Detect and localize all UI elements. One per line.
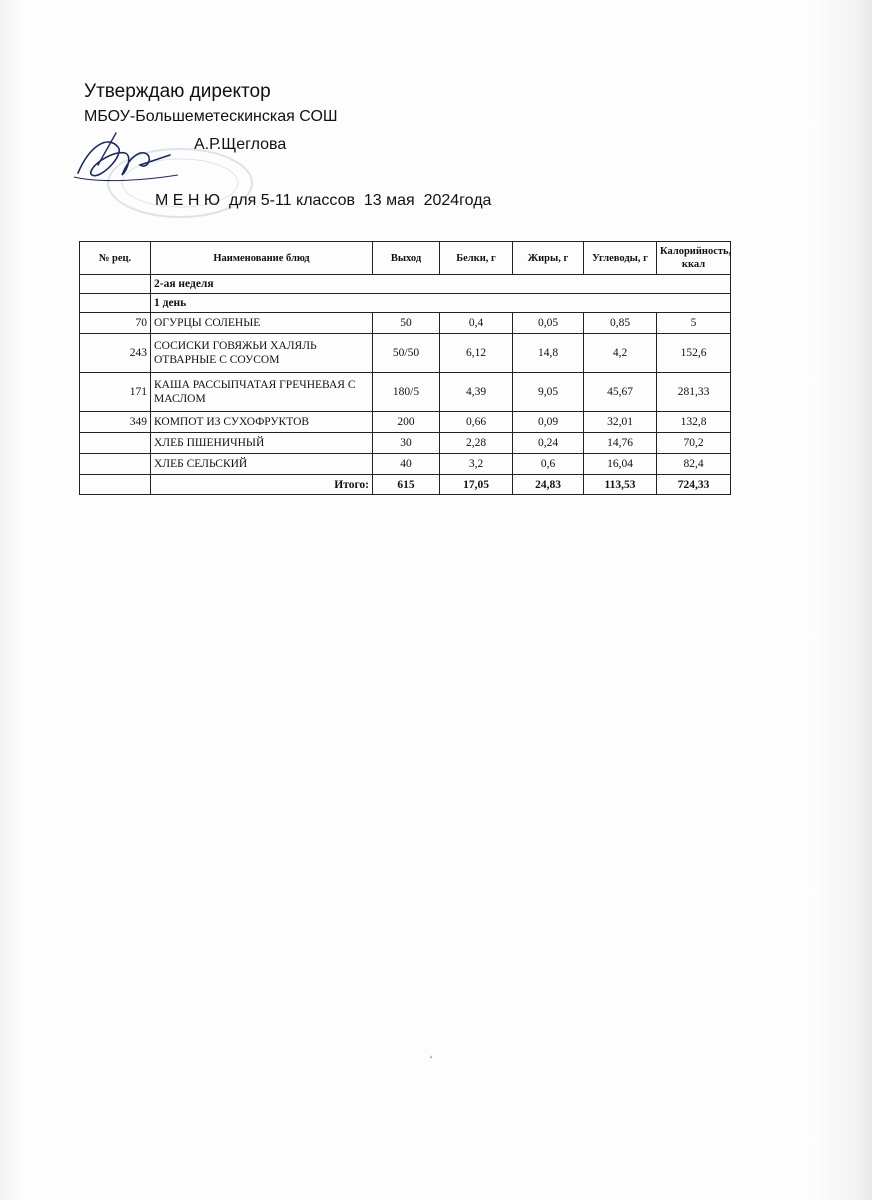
rec-number: 70	[80, 313, 151, 334]
dish-carbs: 16,04	[584, 454, 657, 475]
table-row	[80, 412, 731, 433]
dish-kcal: 152,6	[657, 334, 731, 373]
dish-kcal: 82,4	[657, 454, 731, 475]
dish-output: 30	[373, 433, 440, 454]
signer-line: А.Р.Щеглова	[194, 136, 287, 153]
menu-title: М Е Н Ю для 5-11 классов 13 мая 2024года	[155, 192, 492, 209]
total-fat: 24,83	[513, 475, 584, 495]
dish-carbs: 4,2	[584, 334, 657, 373]
dish-name: КАША РАССЫПЧАТАЯ ГРЕЧНЕВАЯ С МАСЛОМ	[151, 373, 373, 412]
table-row	[80, 433, 731, 454]
rec-number	[80, 454, 151, 475]
dish-protein: 3,2	[440, 454, 513, 475]
rec-number	[80, 433, 151, 454]
table-row	[80, 334, 731, 373]
col-header-fat: Жиры, г	[513, 242, 584, 275]
dish-fat: 0,6	[513, 454, 584, 475]
scan-edge-right	[812, 0, 872, 1200]
dish-kcal: 281,33	[657, 373, 731, 412]
dish-protein: 2,28	[440, 433, 513, 454]
rec-number: 171	[80, 373, 151, 412]
table-row	[80, 373, 731, 412]
col-header-rec: № рец.	[80, 242, 151, 275]
table-row	[80, 454, 731, 475]
school-line: МБОУ-Большеметескинская СОШ	[84, 108, 338, 125]
approve-line: Утверждаю директор	[84, 81, 271, 102]
dish-fat: 14,8	[513, 334, 584, 373]
total-row	[80, 475, 731, 495]
scan-speck: ʻ	[430, 1055, 433, 1066]
total-output: 615	[373, 475, 440, 495]
dish-fat: 9,05	[513, 373, 584, 412]
dish-protein: 0,66	[440, 412, 513, 433]
total-kcal: 724,33	[657, 475, 731, 495]
week-label: 2-ая неделя	[151, 275, 731, 294]
dish-kcal: 5	[657, 313, 731, 334]
dish-carbs: 45,67	[584, 373, 657, 412]
dish-name: СОСИСКИ ГОВЯЖЬИ ХАЛЯЛЬ ОТВАРНЫЕ С СОУСОМ	[151, 334, 373, 373]
dish-output: 180/5	[373, 373, 440, 412]
dish-protein: 6,12	[440, 334, 513, 373]
dish-output: 50	[373, 313, 440, 334]
dish-carbs: 14,76	[584, 433, 657, 454]
dish-fat: 0,24	[513, 433, 584, 454]
dish-protein: 4,39	[440, 373, 513, 412]
col-header-protein: Белки, г	[440, 242, 513, 275]
director-signature	[70, 125, 180, 190]
dish-carbs: 32,01	[584, 412, 657, 433]
total-label: Итого:	[151, 475, 373, 495]
col-header-output: Выход	[373, 242, 440, 275]
col-header-kcal: Калорийность, ккал	[657, 242, 731, 275]
col-header-carbs: Углеводы, г	[584, 242, 657, 275]
dish-kcal: 132,8	[657, 412, 731, 433]
day-label: 1 день	[151, 294, 731, 313]
dish-fat: 0,09	[513, 412, 584, 433]
menu-table	[79, 241, 731, 495]
total-protein: 17,05	[440, 475, 513, 495]
scan-edge-left	[0, 0, 22, 1200]
col-header-name: Наименование блюд	[151, 242, 373, 275]
dish-fat: 0,05	[513, 313, 584, 334]
dish-output: 40	[373, 454, 440, 475]
dish-name: ХЛЕБ СЕЛЬСКИЙ	[151, 454, 373, 475]
week-row	[80, 275, 731, 294]
dish-protein: 0,4	[440, 313, 513, 334]
dish-output: 200	[373, 412, 440, 433]
day-row	[80, 294, 731, 313]
dish-kcal: 70,2	[657, 433, 731, 454]
dish-name: КОМПОТ ИЗ СУХОФРУКТОВ	[151, 412, 373, 433]
rec-number: 349	[80, 412, 151, 433]
total-carbs: 113,53	[584, 475, 657, 495]
dish-name: ОГУРЦЫ СОЛЕНЫЕ	[151, 313, 373, 334]
dish-carbs: 0,85	[584, 313, 657, 334]
dish-output: 50/50	[373, 334, 440, 373]
table-header-row	[80, 242, 731, 275]
table-row	[80, 313, 731, 334]
rec-number: 243	[80, 334, 151, 373]
dish-name: ХЛЕБ ПШЕНИЧНЫЙ	[151, 433, 373, 454]
